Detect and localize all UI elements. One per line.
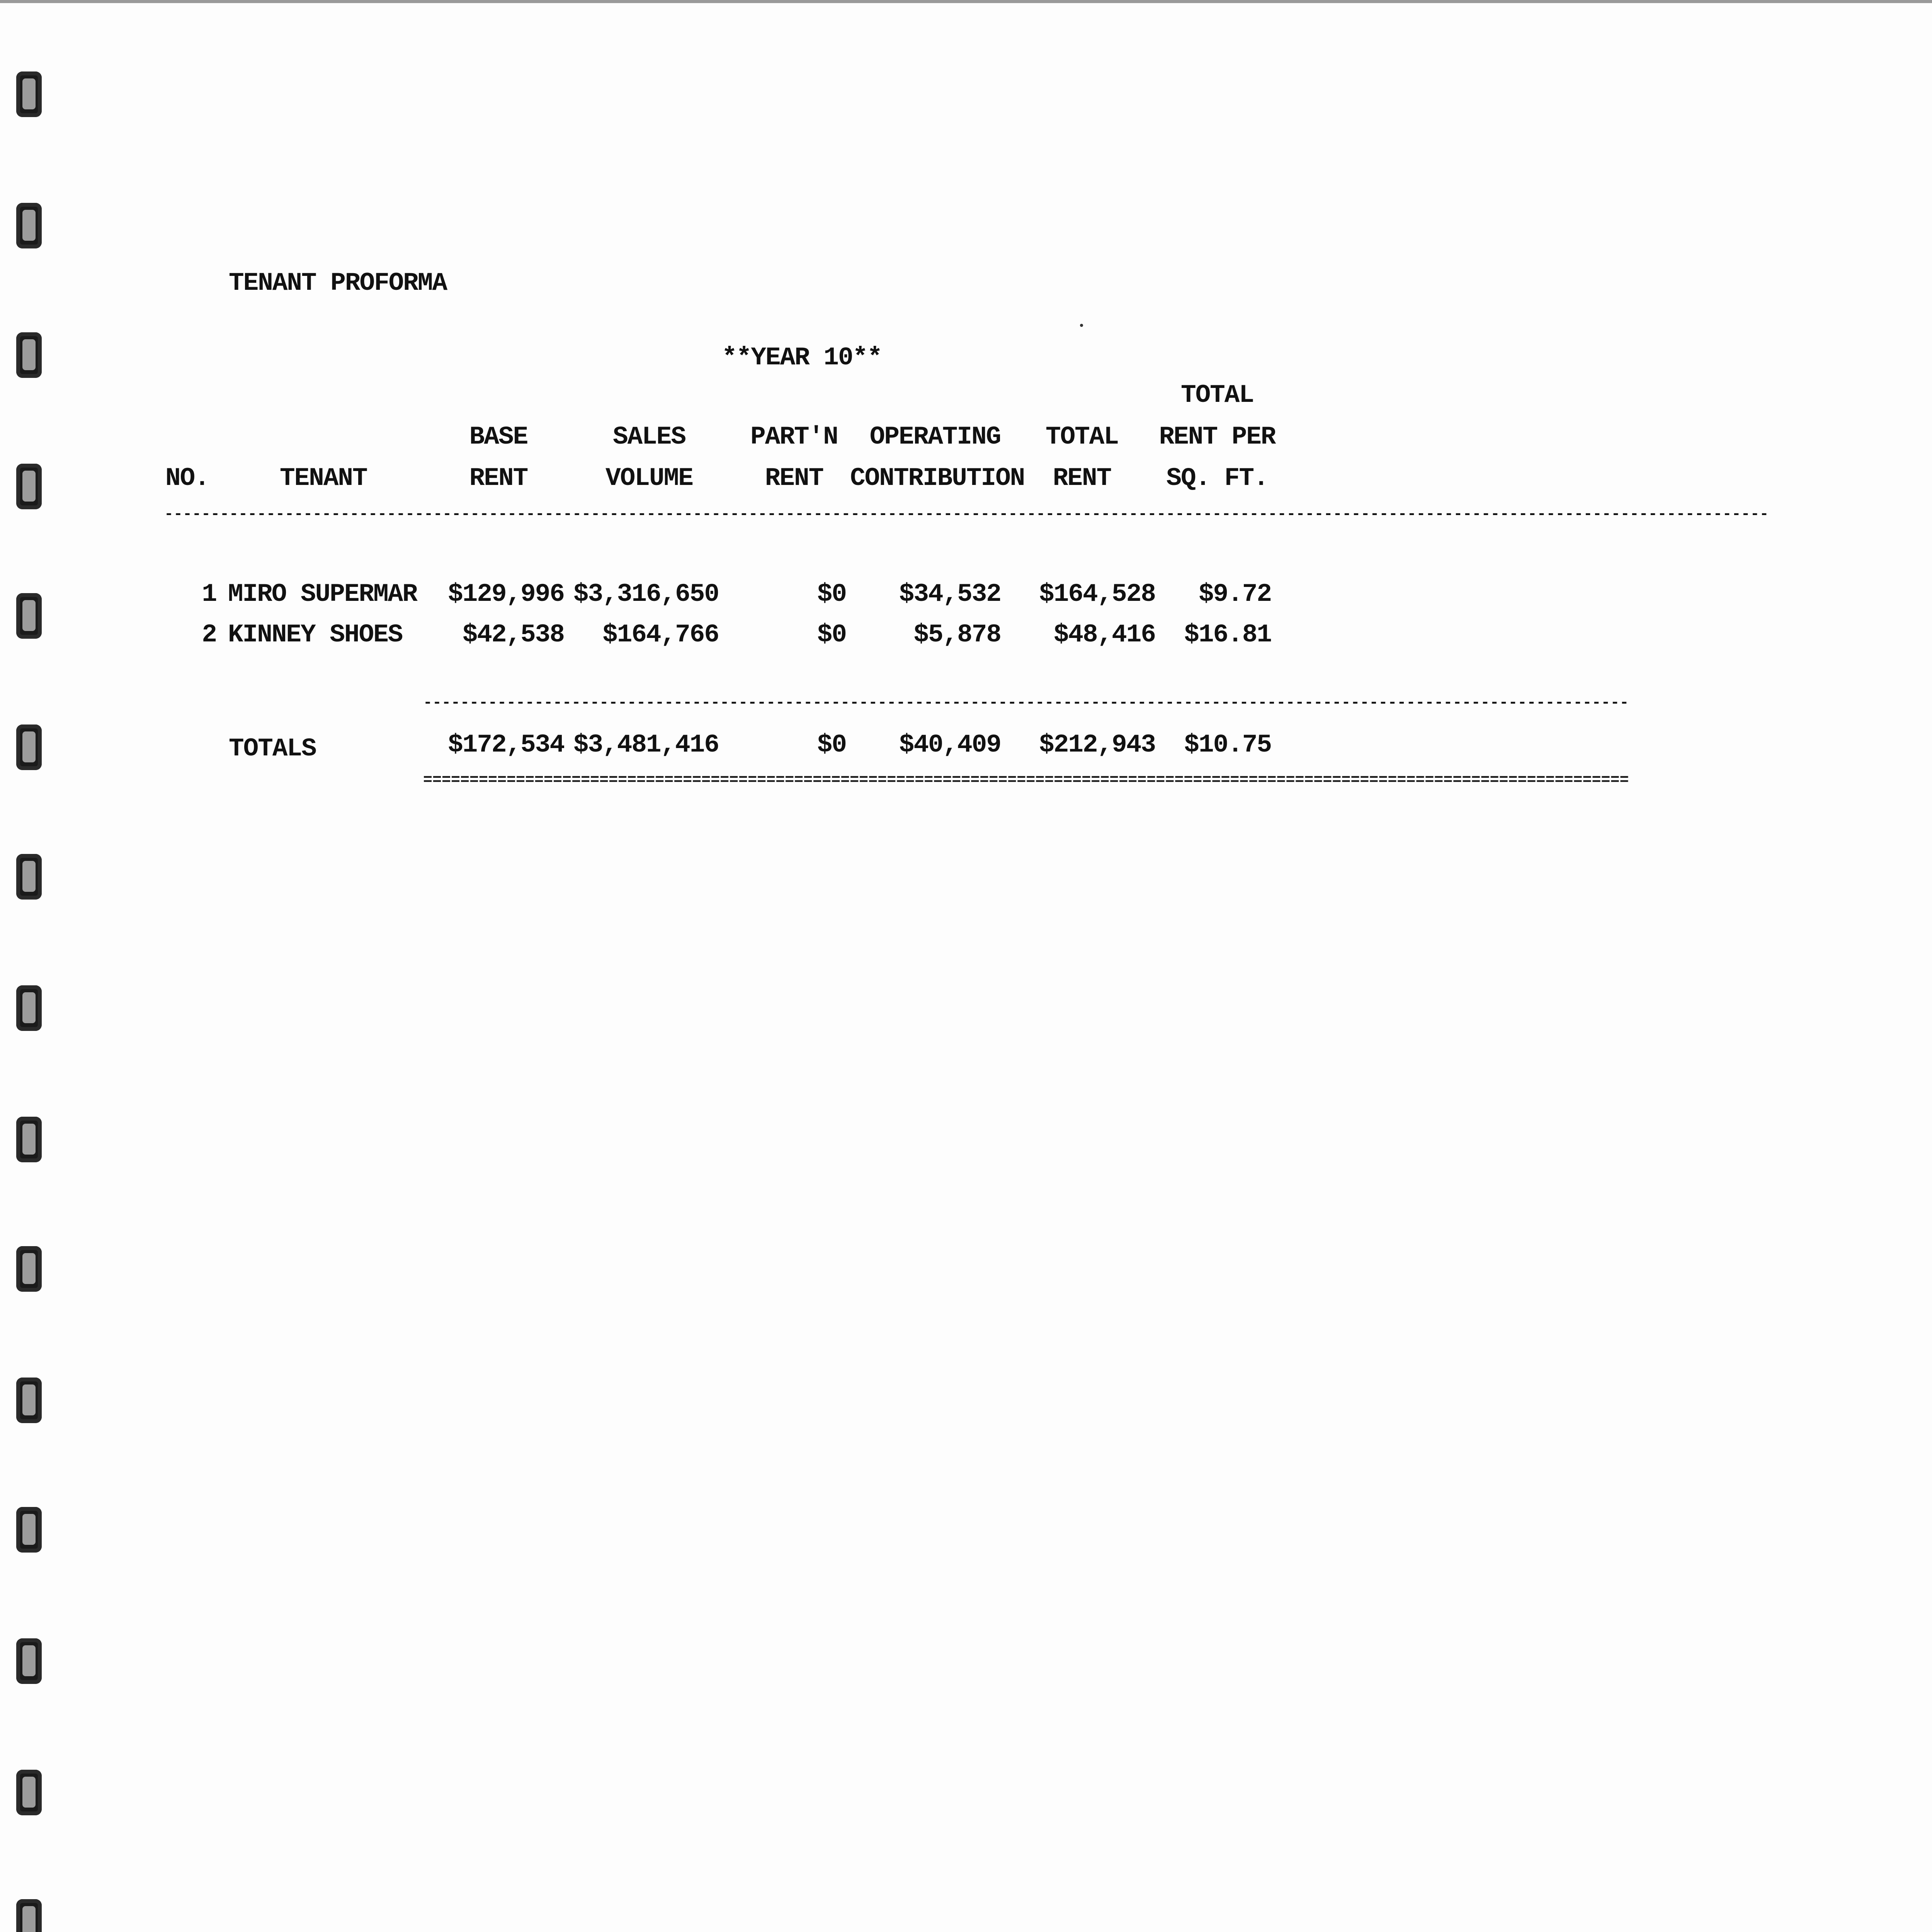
totals-label: TOTALS xyxy=(229,734,316,763)
row-1-tenant: MIRO SUPERMAR xyxy=(228,580,417,609)
header-no: NO. xyxy=(165,464,209,493)
row-2-base-rent: $42,538 xyxy=(462,620,564,649)
header-partn-rent-line2: RENT xyxy=(765,464,823,493)
binder-hole xyxy=(16,854,42,900)
binder-hole xyxy=(16,1378,42,1423)
header-total-rent-line2: RENT xyxy=(1053,464,1111,493)
binder-hole xyxy=(16,1638,42,1684)
binder-hole xyxy=(16,724,42,770)
report-title: TENANT PROFORMA xyxy=(229,269,447,298)
totals-rent-per-sqft: $10.75 xyxy=(1184,730,1271,759)
binder-hole xyxy=(16,1246,42,1292)
row-2-total-rent: $48,416 xyxy=(1053,620,1155,649)
header-base-rent-line2: RENT xyxy=(469,464,528,493)
header-partn-rent-line1: PART'N xyxy=(750,422,838,451)
binder-hole xyxy=(16,985,42,1031)
row-2-operating-contribution: $5,878 xyxy=(913,620,1001,649)
row-1-partn-rent: $0 xyxy=(817,580,846,609)
header-rent-per-sqft-line3: SQ. FT. xyxy=(1166,464,1268,493)
binder-hole xyxy=(16,203,42,248)
totals-operating-contribution: $40,409 xyxy=(899,730,1001,759)
row-1-total-rent: $164,528 xyxy=(1039,580,1155,609)
row-2-rent-per-sqft: $16.81 xyxy=(1184,620,1271,649)
row-2-tenant: KINNEY SHOES xyxy=(228,620,403,649)
header-rent-per-sqft-line1: TOTAL xyxy=(1180,381,1254,410)
row-2-sales-volume: $164,766 xyxy=(602,620,719,649)
header-sales-volume-line1: SALES xyxy=(612,422,686,451)
row-1-no: 1 xyxy=(202,580,216,609)
totals-total-rent: $212,943 xyxy=(1039,730,1155,759)
binder-hole xyxy=(16,464,42,509)
binder-hole xyxy=(16,1899,42,1932)
binder-hole xyxy=(16,593,42,639)
header-sales-volume-line2: VOLUME xyxy=(605,464,693,493)
binder-hole xyxy=(16,71,42,117)
totals-partn-rent: $0 xyxy=(817,730,846,759)
row-1-sales-volume: $3,316,650 xyxy=(573,580,719,609)
totals-divider: ---------------------------------------------------------------------------------------------------------------------------------- xyxy=(423,694,1629,712)
header-rent-per-sqft-line2: RENT PER xyxy=(1159,422,1276,451)
header-operating-contribution-line2: CONTRIBUTION xyxy=(850,464,1025,493)
totals-double-rule: ================================================================================================================================== xyxy=(423,772,1629,789)
header-tenant: TENANT xyxy=(280,464,367,493)
header-operating-contribution-line1: OPERATING xyxy=(869,422,1001,451)
scan-speck xyxy=(1080,324,1083,327)
binder-hole xyxy=(16,332,42,378)
header-base-rent-line1: BASE xyxy=(469,422,528,451)
page-top-edge xyxy=(0,0,1932,3)
row-2-no: 2 xyxy=(202,620,216,649)
year-label: **YEAR 10** xyxy=(722,343,882,372)
header-total-rent-line1: TOTAL xyxy=(1045,422,1119,451)
binder-hole xyxy=(16,1117,42,1162)
totals-sales-volume: $3,481,416 xyxy=(573,730,719,759)
row-1-operating-contribution: $34,532 xyxy=(899,580,1001,609)
row-1-base-rent: $129,996 xyxy=(448,580,564,609)
row-2-partn-rent: $0 xyxy=(817,620,846,649)
header-divider: ----------------------------------------------------------------------------------------------------------------------------------------------------------------------------- xyxy=(164,506,1769,523)
binder-hole xyxy=(16,1507,42,1553)
totals-base-rent: $172,534 xyxy=(448,730,564,759)
binder-hole xyxy=(16,1770,42,1815)
row-1-rent-per-sqft: $9.72 xyxy=(1198,580,1271,609)
